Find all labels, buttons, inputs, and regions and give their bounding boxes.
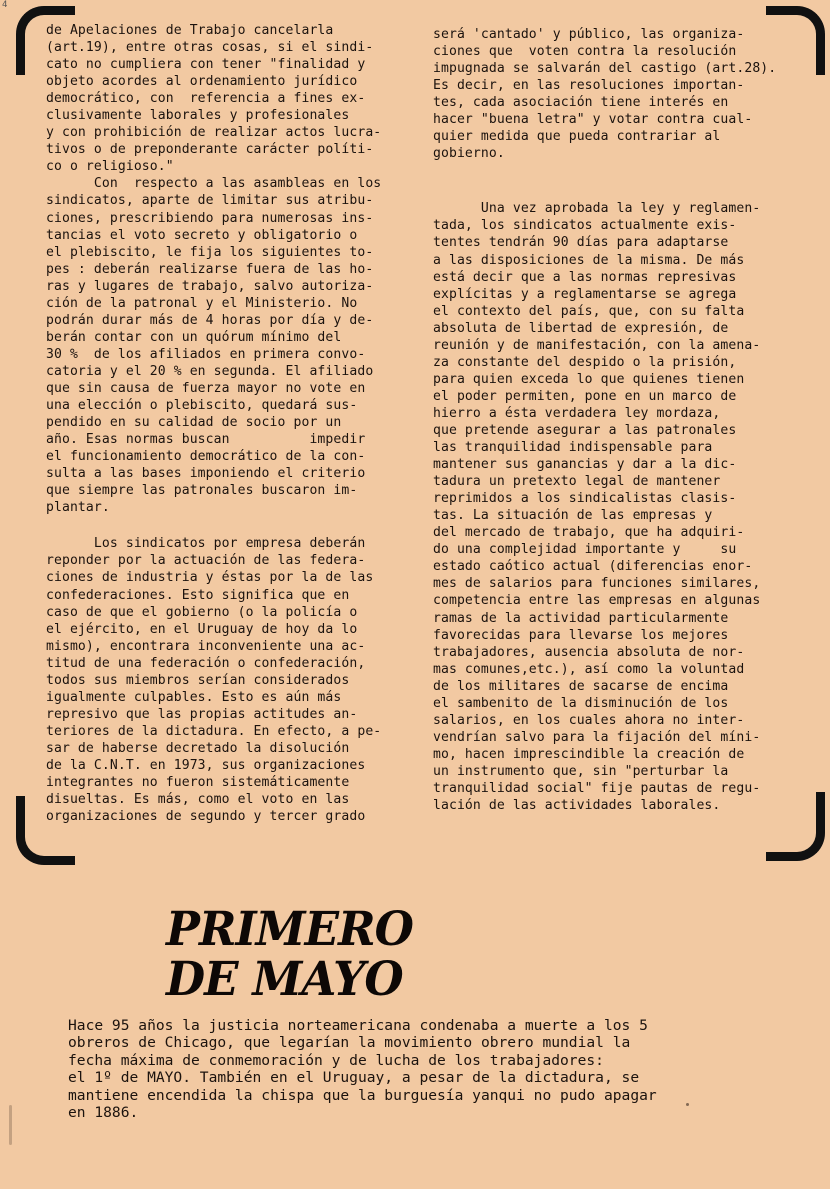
paragraph-spacer: [433, 162, 808, 200]
paper-speck: [686, 1103, 689, 1106]
footer-paragraph: Hace 95 años la justicia norteamericana condenaba a muerte a los 5 obreros de Chicago, que legarían la movimiento obrero mundial la fecha máxima de conmemoración y de lucha de los trabajadores: el 1º de MAYO. También en el Uruguay, a pesar de la dictadura, se mantiene encendida la chispa que la burguesía yanqui no pudo apagar en 1886.: [68, 1017, 657, 1122]
left-paragraph-1: de Apelaciones de Trabajo cancelarla (art.19), entre otras cosas, si el sindi- cato no cumpliera con tener "finalidad y objeto acordes al ordenamiento jurídico democrático, con referencia a fines ex- clusivamente laborales y profesionales y con prohibición de realizar actos lucra- tivos o de preponderante carácter políti- co o religioso.": [46, 23, 382, 175]
paper-stain: [9, 1105, 12, 1145]
headline-primero-de-mayo: [166, 902, 413, 1007]
left-paragraph-3: Los sindicatos por empresa deberán reponder por la actuación de las federa- ciones de industria y éstas por la de las confederaciones. Esto significa que en caso de que el gobierno (o la policía o el ejército, en el Uruguay de hoy da lo mismo), encontrara inconveniente una ac- titud de una federación o confederación, todos sus miembros serían considerados igualmente culpables. Esto es aún más represivo que las propias actitudes an- teriores de la dictadura. En efecto, a pe- sar de haberse decretado la disolución de la C.N.T. en 1973, sus organizaciones integrantes no fueron sistemáticamente disueltas. Es más, como el voto en las organizaciones de segundo y tercer grado: [46, 536, 382, 825]
headline-line-2: DE MAYO: [166, 952, 403, 1007]
left-paragraph-2: Con respecto a las asambleas en los sindicatos, aparte de limitar sus atribu- ciones, prescribiendo para numerosas ins- tancias el voto secreto y obligatorio o el plebiscito, le fija los siguientes to- pes : deberán realizarse fuera de las ho- ras y lugares de trabajo, salvo autoriza- ción de la patronal y el Ministerio. No podrán durar más de 4 horas por día y de- berán contar con un quórum mínimo del 30 % de los afiliados en primera convo- catoria y el 20 % en segunda. El afiliado que sin causa de fuerza mayor no vote en una elección o plebiscito, quedará sus- pendido en su calidad de socio por un año. Esas normas buscan impedir el funcionamiento democrático de la con- sulta a las bases imponiendo el criterio que siempre las patronales buscaron im- plantar.: [46, 176, 382, 516]
paragraph-spacer: [46, 516, 416, 535]
article-right-column: [433, 26, 808, 814]
page-number: 4: [2, 0, 8, 10]
article-left-column: [46, 22, 416, 825]
headline-line-1: PRIMERO: [166, 902, 413, 957]
right-paragraph-1: será 'cantado' y público, las organiza- ciones que voten contra la resolución impugnada se salvarán del castigo (art.28). Es decir, en las resoluciones importan- tes, cada asociación tiene interés en hacer "buena letra" y votar contra cual- quier medida que pueda contrariar al gobierno.: [433, 27, 777, 162]
right-paragraph-2: Una vez aprobada la ley y reglamen- tada, los sindicatos actualmente exis- tentes tendrán 90 días para adaptarse a las disposiciones de la misma. De más está decir que a las normas represivas explícitas y a reglamentarse se agrega el contexto del país, que, con su falta absoluta de libertad de expresión, de reunión y de manifestación, con la amena- za constante del despido o la prisión, para quien exceda lo que quienes tienen el poder permiten, pone en un marco de hierro a ésta verdadera ley mordaza, que pretende asegurar a las patronales las tranquilidad indispensable para mantener sus ganancias y dar a la dic- tadura un pretexto legal de mantener reprimidos a los sindicalistas clasis- tas. La situación de las empresas y del mercado de trabajo, que ha adquiri- do una complejidad importante y su estado caótico actual (diferencias enor- mes de salarios para funciones similares, competencia entre las empresas en algunas ramas de la actividad particularmente favorecidas para llevarse los mejores trabajadores, ausencia absoluta de nor- mas comunes,etc.), así como la voluntad de los militares de sacarse de encima el sambenito de la disminución de los salarios, en los cuales ahora no inter- vendrían salvo para la fijación del míni- mo, hacen imprescindible la creación de un instrumento que, sin "perturbar la tranquilidad social" fije pautas de regu- lación de las actividades laborales.: [433, 201, 761, 814]
